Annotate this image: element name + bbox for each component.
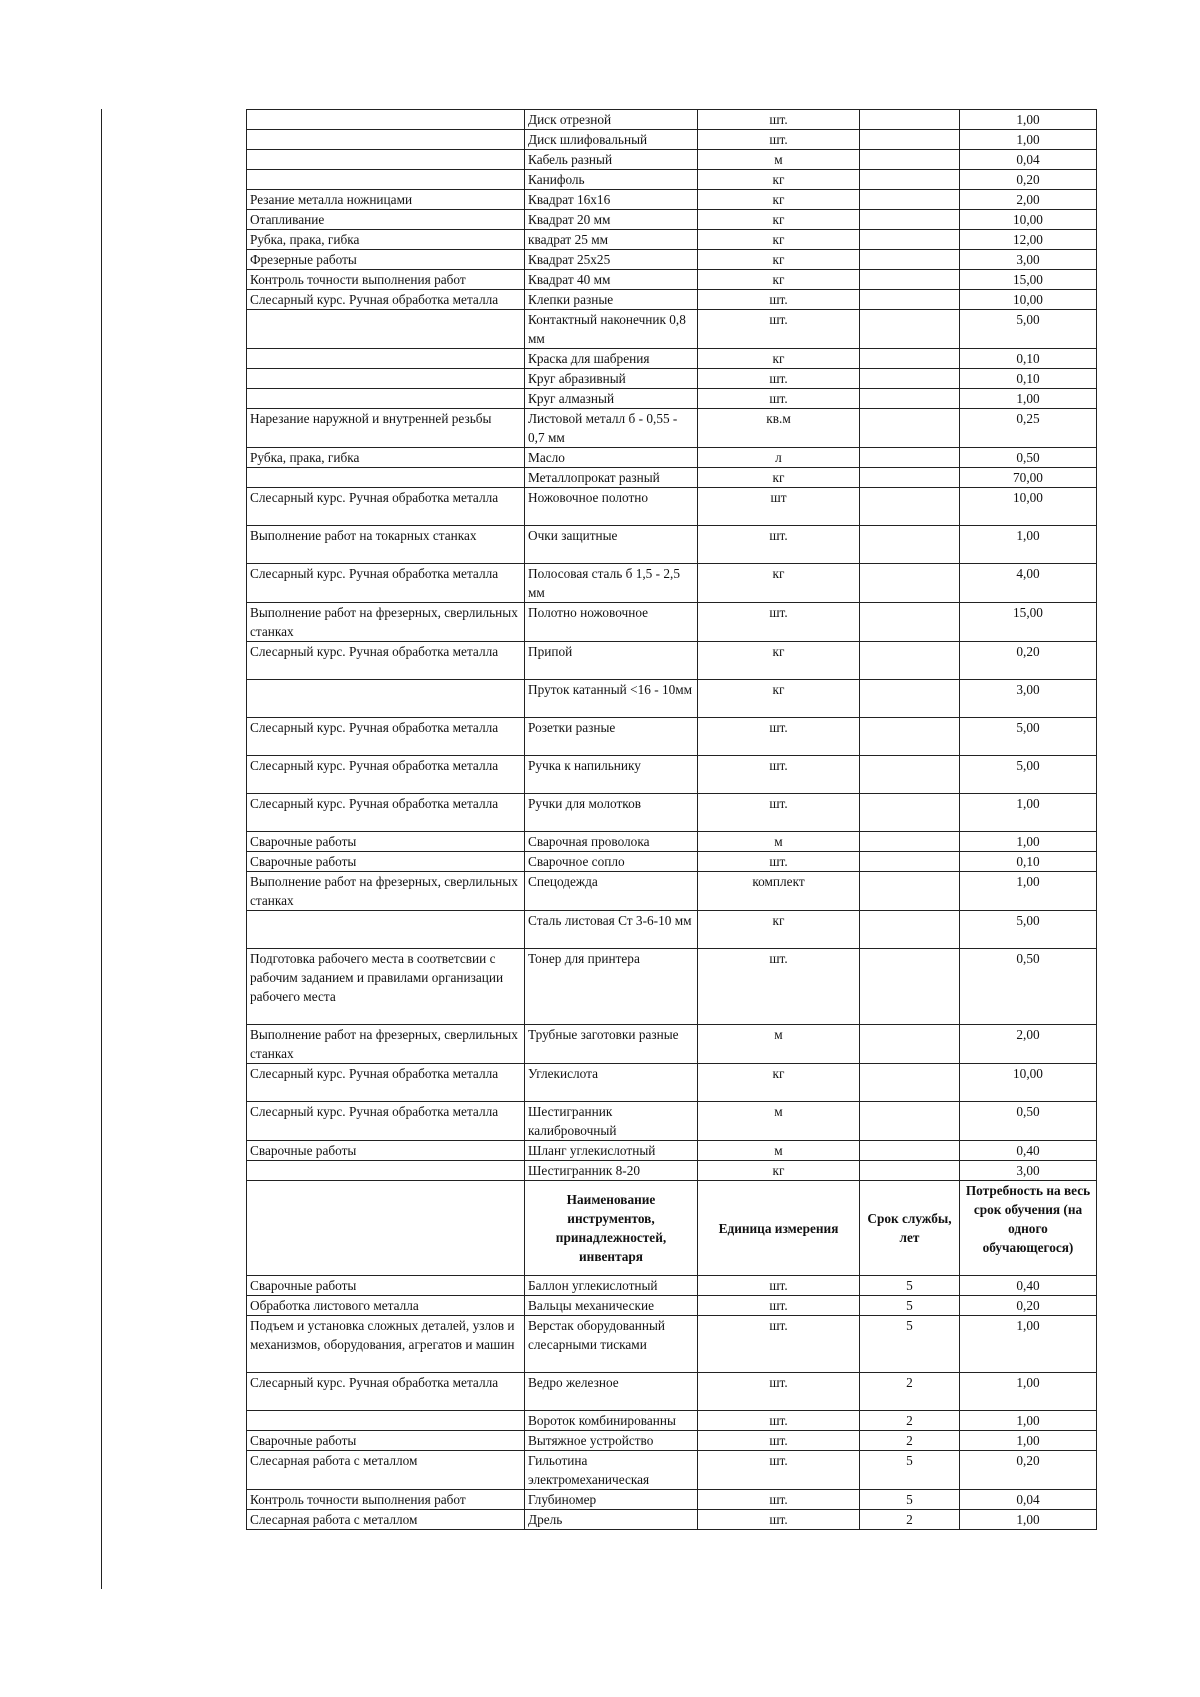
service-life-cell xyxy=(860,369,960,389)
quantity-cell: 10,00 xyxy=(960,1064,1097,1102)
quantity-cell: 15,00 xyxy=(960,603,1097,642)
material-row xyxy=(247,190,1097,210)
quantity-cell: 15,00 xyxy=(960,270,1097,290)
unit-cell: шт. xyxy=(698,389,860,409)
item-name-cell: Клепки разные xyxy=(525,290,698,310)
tool-row xyxy=(247,1451,1097,1490)
quantity-cell: 1,00 xyxy=(960,872,1097,911)
header-activity-cell xyxy=(247,1181,525,1276)
unit-cell: кг xyxy=(698,190,860,210)
activity-cell: Слесарный курс. Ручная обработка металла xyxy=(247,1064,525,1102)
unit-cell: кг xyxy=(698,468,860,488)
item-name-cell: Круг абразивный xyxy=(525,369,698,389)
unit-cell: шт. xyxy=(698,756,860,794)
quantity-cell: 3,00 xyxy=(960,1161,1097,1181)
activity-cell xyxy=(247,150,525,170)
service-life-cell: 2 xyxy=(860,1431,960,1451)
item-name-cell: Ручка к напильнику xyxy=(525,756,698,794)
item-name-cell: Диск отрезной xyxy=(525,110,698,130)
quantity-cell: 0,20 xyxy=(960,1451,1097,1490)
material-row xyxy=(247,468,1097,488)
item-name-cell: Вальцы механические xyxy=(525,1296,698,1316)
activity-cell: Слесарный курс. Ручная обработка металла xyxy=(247,642,525,680)
item-name-cell: Металлопрокат разный xyxy=(525,468,698,488)
service-life-cell: 5 xyxy=(860,1316,960,1373)
activity-cell: Сварочные работы xyxy=(247,1141,525,1161)
activity-cell xyxy=(247,170,525,190)
service-life-cell xyxy=(860,1025,960,1064)
service-life-cell: 2 xyxy=(860,1510,960,1530)
service-life-cell xyxy=(860,1102,960,1141)
quantity-cell: 4,00 xyxy=(960,564,1097,603)
service-life-cell xyxy=(860,564,960,603)
service-life-cell xyxy=(860,756,960,794)
service-life-cell xyxy=(860,642,960,680)
unit-cell: кг xyxy=(698,911,860,949)
unit-cell: кв.м xyxy=(698,409,860,448)
service-life-cell xyxy=(860,1064,960,1102)
service-life-cell xyxy=(860,794,960,832)
material-row xyxy=(247,564,1097,603)
activity-cell: Слесарный курс. Ручная обработка металла xyxy=(247,718,525,756)
item-name-cell: Круг алмазный xyxy=(525,389,698,409)
tool-row xyxy=(247,1373,1097,1411)
activity-cell: Слесарный курс. Ручная обработка металла xyxy=(247,1373,525,1411)
activity-cell: Слесарная работа с металлом xyxy=(247,1451,525,1490)
quantity-cell: 1,00 xyxy=(960,1510,1097,1530)
service-life-cell xyxy=(860,1141,960,1161)
activity-cell xyxy=(247,1411,525,1431)
activity-cell: Подготовка рабочего места в соответсвии с рабочим заданием и правилами организации рабочего места xyxy=(247,949,525,1025)
service-life-cell xyxy=(860,210,960,230)
unit-cell: шт. xyxy=(698,852,860,872)
tool-row xyxy=(247,1316,1097,1373)
activity-cell: Сварочные работы xyxy=(247,1276,525,1296)
item-name-cell: Глубиномер xyxy=(525,1490,698,1510)
item-name-cell: Очки защитные xyxy=(525,526,698,564)
item-name-cell: Шланг углекислотный xyxy=(525,1141,698,1161)
item-name-cell: Верстак оборудованный слесарными тисками xyxy=(525,1316,698,1373)
header-unit-cell: Единица измерения xyxy=(698,1181,860,1276)
activity-cell xyxy=(247,310,525,349)
activity-cell xyxy=(247,110,525,130)
service-life-cell xyxy=(860,832,960,852)
material-row xyxy=(247,949,1097,1025)
material-row xyxy=(247,911,1097,949)
quantity-cell: 0,50 xyxy=(960,949,1097,1025)
activity-cell: Выполнение работ на фрезерных, сверлильных станках xyxy=(247,603,525,642)
activity-cell xyxy=(247,369,525,389)
unit-cell: м xyxy=(698,1141,860,1161)
service-life-cell xyxy=(860,911,960,949)
service-life-cell xyxy=(860,409,960,448)
unit-cell: кг xyxy=(698,230,860,250)
service-life-cell xyxy=(860,718,960,756)
quantity-cell: 0,10 xyxy=(960,369,1097,389)
item-name-cell: Контактный наконечник 0,8 мм xyxy=(525,310,698,349)
material-row xyxy=(247,794,1097,832)
activity-cell: Обработка листового металла xyxy=(247,1296,525,1316)
unit-cell: шт. xyxy=(698,310,860,349)
unit-cell: л xyxy=(698,448,860,468)
unit-cell: кг xyxy=(698,170,860,190)
unit-cell: кг xyxy=(698,250,860,270)
service-life-cell xyxy=(860,468,960,488)
material-row xyxy=(247,250,1097,270)
material-row xyxy=(247,230,1097,250)
activity-cell: Выполнение работ на токарных станках xyxy=(247,526,525,564)
quantity-cell: 3,00 xyxy=(960,250,1097,270)
service-life-cell xyxy=(860,290,960,310)
service-life-cell xyxy=(860,680,960,718)
activity-cell: Выполнение работ на фрезерных, сверлильных станках xyxy=(247,1025,525,1064)
item-name-cell: Кабель разный xyxy=(525,150,698,170)
item-name-cell: Дрель xyxy=(525,1510,698,1530)
item-name-cell: Баллон углекислотный xyxy=(525,1276,698,1296)
activity-cell: Выполнение работ на фрезерных, сверлильных станках xyxy=(247,872,525,911)
unit-cell: кг xyxy=(698,1161,860,1181)
quantity-cell: 1,00 xyxy=(960,1411,1097,1431)
tool-row xyxy=(247,1490,1097,1510)
activity-cell xyxy=(247,468,525,488)
quantity-cell: 1,00 xyxy=(960,832,1097,852)
quantity-cell: 0,10 xyxy=(960,349,1097,369)
quantity-cell: 12,00 xyxy=(960,230,1097,250)
page-frame-left-rule xyxy=(101,109,102,1589)
service-life-cell xyxy=(860,488,960,526)
service-life-cell: 5 xyxy=(860,1296,960,1316)
material-row xyxy=(247,1064,1097,1102)
item-name-cell: Краска для шабрения xyxy=(525,349,698,369)
unit-cell: кг xyxy=(698,210,860,230)
unit-cell: шт. xyxy=(698,603,860,642)
quantity-cell: 1,00 xyxy=(960,1373,1097,1411)
unit-cell: шт. xyxy=(698,1451,860,1490)
material-row xyxy=(247,349,1097,369)
item-name-cell: Диск шлифовальный xyxy=(525,130,698,150)
unit-cell: шт. xyxy=(698,1510,860,1530)
material-row xyxy=(247,310,1097,349)
quantity-cell: 0,40 xyxy=(960,1276,1097,1296)
unit-cell: шт. xyxy=(698,1296,860,1316)
materials-and-tools-table xyxy=(246,109,1097,1530)
unit-cell: шт. xyxy=(698,1373,860,1411)
material-row xyxy=(247,290,1097,310)
item-name-cell: Канифоль xyxy=(525,170,698,190)
activity-cell: Слесарный курс. Ручная обработка металла xyxy=(247,756,525,794)
quantity-cell: 10,00 xyxy=(960,290,1097,310)
item-name-cell: Пруток катанный <16 - 10мм xyxy=(525,680,698,718)
unit-cell: шт. xyxy=(698,130,860,150)
unit-cell: кг xyxy=(698,1064,860,1102)
material-row xyxy=(247,170,1097,190)
quantity-cell: 5,00 xyxy=(960,911,1097,949)
quantity-cell: 0,20 xyxy=(960,1296,1097,1316)
quantity-cell: 5,00 xyxy=(960,310,1097,349)
unit-cell: м xyxy=(698,1102,860,1141)
material-row xyxy=(247,642,1097,680)
item-name-cell: Ведро железное xyxy=(525,1373,698,1411)
activity-cell xyxy=(247,349,525,369)
item-name-cell: Листовой металл б - 0,55 - 0,7 мм xyxy=(525,409,698,448)
quantity-cell: 0,50 xyxy=(960,448,1097,468)
quantity-cell: 3,00 xyxy=(960,680,1097,718)
service-life-cell xyxy=(860,110,960,130)
unit-cell: кг xyxy=(698,270,860,290)
activity-cell: Сварочные работы xyxy=(247,852,525,872)
material-row xyxy=(247,409,1097,448)
material-row xyxy=(247,448,1097,468)
material-row xyxy=(247,1161,1097,1181)
material-row xyxy=(247,110,1097,130)
material-row xyxy=(247,270,1097,290)
service-life-cell xyxy=(860,190,960,210)
item-name-cell: Квадрат 16х16 xyxy=(525,190,698,210)
item-name-cell: Розетки разные xyxy=(525,718,698,756)
service-life-cell xyxy=(860,526,960,564)
activity-cell: Рубка, прака, гибка xyxy=(247,448,525,468)
tool-row xyxy=(247,1296,1097,1316)
activity-cell xyxy=(247,911,525,949)
service-life-cell xyxy=(860,130,960,150)
item-name-cell: Сталь листовая Ст 3-6-10 мм xyxy=(525,911,698,949)
service-life-cell xyxy=(860,310,960,349)
quantity-cell: 0,40 xyxy=(960,1141,1097,1161)
quantity-cell: 0,20 xyxy=(960,170,1097,190)
material-row xyxy=(247,1102,1097,1141)
quantity-cell: 5,00 xyxy=(960,756,1097,794)
material-row xyxy=(247,488,1097,526)
material-row xyxy=(247,680,1097,718)
service-life-cell xyxy=(860,603,960,642)
activity-cell: Контроль точности выполнения работ xyxy=(247,1490,525,1510)
activity-cell: Слесарный курс. Ручная обработка металла xyxy=(247,564,525,603)
tool-row xyxy=(247,1510,1097,1530)
material-row xyxy=(247,603,1097,642)
unit-cell: кг xyxy=(698,642,860,680)
quantity-cell: 1,00 xyxy=(960,794,1097,832)
tool-row xyxy=(247,1276,1097,1296)
activity-cell: Рубка, прака, гибка xyxy=(247,230,525,250)
quantity-cell: 1,00 xyxy=(960,1316,1097,1373)
unit-cell: шт. xyxy=(698,110,860,130)
activity-cell xyxy=(247,389,525,409)
service-life-cell xyxy=(860,448,960,468)
material-row xyxy=(247,389,1097,409)
material-row xyxy=(247,1141,1097,1161)
item-name-cell: Трубные заготовки разные xyxy=(525,1025,698,1064)
unit-cell: шт xyxy=(698,488,860,526)
activity-cell: Сварочные работы xyxy=(247,832,525,852)
activity-cell: Нарезание наружной и внутренней резьбы xyxy=(247,409,525,448)
quantity-cell: 0,25 xyxy=(960,409,1097,448)
unit-cell: м xyxy=(698,832,860,852)
activity-cell: Отапливание xyxy=(247,210,525,230)
service-life-cell: 2 xyxy=(860,1411,960,1431)
service-life-cell: 2 xyxy=(860,1373,960,1411)
item-name-cell: Шестигранник калибровочный xyxy=(525,1102,698,1141)
quantity-cell: 0,04 xyxy=(960,1490,1097,1510)
quantity-cell: 0,20 xyxy=(960,642,1097,680)
activity-cell: Слесарная работа с металлом xyxy=(247,1510,525,1530)
unit-cell: комплект xyxy=(698,872,860,911)
material-row xyxy=(247,369,1097,389)
item-name-cell: Полосовая сталь б 1,5 - 2,5 мм xyxy=(525,564,698,603)
unit-cell: кг xyxy=(698,349,860,369)
service-life-cell xyxy=(860,949,960,1025)
unit-cell: шт. xyxy=(698,1490,860,1510)
tools-header-row xyxy=(247,1181,1097,1276)
service-life-cell xyxy=(860,1161,960,1181)
activity-cell: Контроль точности выполнения работ xyxy=(247,270,525,290)
unit-cell: шт. xyxy=(698,1316,860,1373)
item-name-cell: Вороток комбинированны xyxy=(525,1411,698,1431)
activity-cell xyxy=(247,680,525,718)
material-row xyxy=(247,832,1097,852)
item-name-cell: Углекислота xyxy=(525,1064,698,1102)
service-life-cell xyxy=(860,230,960,250)
service-life-cell: 5 xyxy=(860,1276,960,1296)
quantity-cell: 0,04 xyxy=(960,150,1097,170)
activity-cell: Слесарный курс. Ручная обработка металла xyxy=(247,290,525,310)
quantity-cell: 10,00 xyxy=(960,210,1097,230)
item-name-cell: Квадрат 25х25 xyxy=(525,250,698,270)
activity-cell: Подъем и установка сложных деталей, узлов и механизмов, оборудования, агрегатов и машин xyxy=(247,1316,525,1373)
quantity-cell: 70,00 xyxy=(960,468,1097,488)
activity-cell xyxy=(247,130,525,150)
quantity-cell: 5,00 xyxy=(960,718,1097,756)
activity-cell: Слесарный курс. Ручная обработка металла xyxy=(247,794,525,832)
unit-cell: шт. xyxy=(698,290,860,310)
material-row xyxy=(247,718,1097,756)
item-name-cell: Ножовочное полотно xyxy=(525,488,698,526)
unit-cell: шт. xyxy=(698,526,860,564)
unit-cell: шт. xyxy=(698,718,860,756)
material-row xyxy=(247,1025,1097,1064)
tool-row xyxy=(247,1431,1097,1451)
activity-cell: Фрезерные работы xyxy=(247,250,525,270)
service-life-cell: 5 xyxy=(860,1490,960,1510)
service-life-cell xyxy=(860,150,960,170)
unit-cell: шт. xyxy=(698,1411,860,1431)
activity-cell xyxy=(247,1161,525,1181)
item-name-cell: Тонер для принтера xyxy=(525,949,698,1025)
quantity-cell: 1,00 xyxy=(960,389,1097,409)
quantity-cell: 10,00 xyxy=(960,488,1097,526)
material-row xyxy=(247,150,1097,170)
material-row xyxy=(247,756,1097,794)
item-name-cell: Шестигранник 8-20 xyxy=(525,1161,698,1181)
item-name-cell: Вытяжное устройство xyxy=(525,1431,698,1451)
table-body xyxy=(247,110,1097,1530)
quantity-cell: 1,00 xyxy=(960,1431,1097,1451)
activity-cell: Слесарный курс. Ручная обработка металла xyxy=(247,1102,525,1141)
service-life-cell xyxy=(860,170,960,190)
material-row xyxy=(247,852,1097,872)
activity-cell: Сварочные работы xyxy=(247,1431,525,1451)
quantity-cell: 1,00 xyxy=(960,130,1097,150)
unit-cell: шт. xyxy=(698,1431,860,1451)
item-name-cell: Гильотина электромеханическая xyxy=(525,1451,698,1490)
tool-row xyxy=(247,1411,1097,1431)
unit-cell: кг xyxy=(698,680,860,718)
item-name-cell: Ручки для молотков xyxy=(525,794,698,832)
service-life-cell xyxy=(860,872,960,911)
material-row xyxy=(247,526,1097,564)
service-life-cell xyxy=(860,250,960,270)
header-name-cell: Наименование инструментов, принадлежностей, инвентаря xyxy=(525,1181,698,1276)
service-life-cell xyxy=(860,852,960,872)
service-life-cell xyxy=(860,389,960,409)
activity-cell: Слесарный курс. Ручная обработка металла xyxy=(247,488,525,526)
unit-cell: шт. xyxy=(698,794,860,832)
item-name-cell: Квадрат 20 мм xyxy=(525,210,698,230)
quantity-cell: 0,10 xyxy=(960,852,1097,872)
quantity-cell: 0,50 xyxy=(960,1102,1097,1141)
quantity-cell: 2,00 xyxy=(960,190,1097,210)
header-qty-cell: Потребность на весь срок обучения (на одного обучающегося) xyxy=(960,1181,1097,1276)
unit-cell: шт. xyxy=(698,949,860,1025)
item-name-cell: квадрат 25 мм xyxy=(525,230,698,250)
quantity-cell: 2,00 xyxy=(960,1025,1097,1064)
item-name-cell: Сварочная проволока xyxy=(525,832,698,852)
item-name-cell: Масло xyxy=(525,448,698,468)
unit-cell: шт. xyxy=(698,369,860,389)
item-name-cell: Квадрат 40 мм xyxy=(525,270,698,290)
item-name-cell: Спецодежда xyxy=(525,872,698,911)
material-row xyxy=(247,130,1097,150)
header-life-cell: Срок службы, лет xyxy=(860,1181,960,1276)
quantity-cell: 1,00 xyxy=(960,110,1097,130)
item-name-cell: Припой xyxy=(525,642,698,680)
item-name-cell: Сварочное сопло xyxy=(525,852,698,872)
unit-cell: кг xyxy=(698,564,860,603)
unit-cell: м xyxy=(698,150,860,170)
material-row xyxy=(247,872,1097,911)
item-name-cell: Полотно ножовочное xyxy=(525,603,698,642)
unit-cell: шт. xyxy=(698,1276,860,1296)
quantity-cell: 1,00 xyxy=(960,526,1097,564)
service-life-cell xyxy=(860,349,960,369)
activity-cell: Резание металла ножницами xyxy=(247,190,525,210)
material-row xyxy=(247,210,1097,230)
service-life-cell: 5 xyxy=(860,1451,960,1490)
service-life-cell xyxy=(860,270,960,290)
unit-cell: м xyxy=(698,1025,860,1064)
